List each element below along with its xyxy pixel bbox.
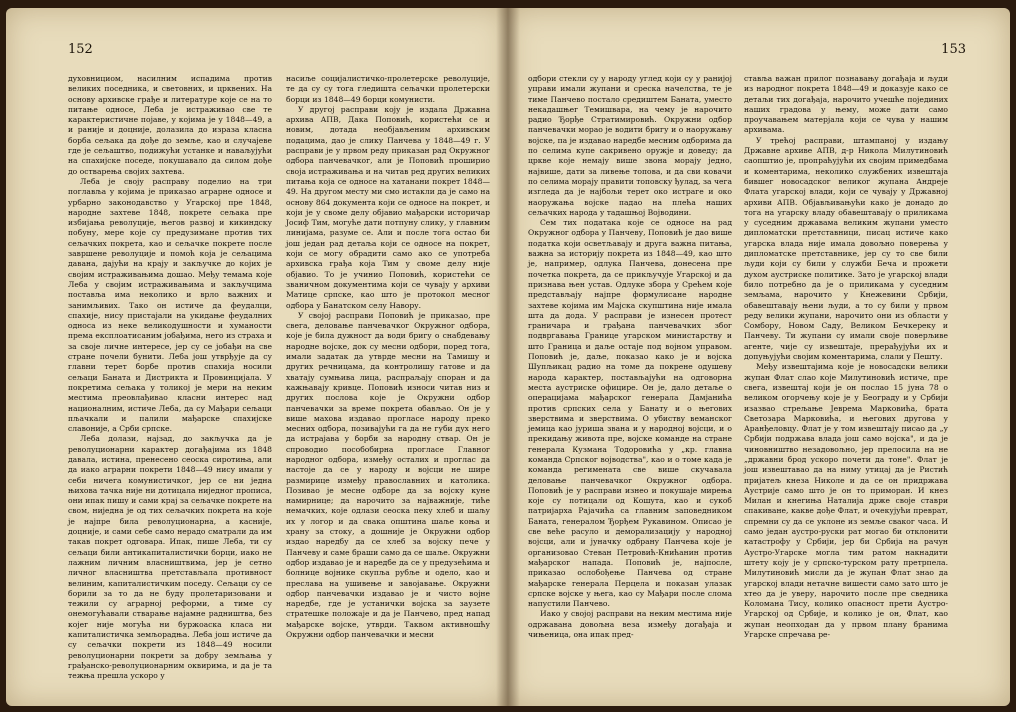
paragraph: У другој расправи коју је издала Државна архива АПВ, Дака Поповић, користећи се и новим, дотада необјављеним архивским подацима, дао је слику Панчева у 1848—49 г. У расправи је у првом реду приказан рад Окружног одбора панчевачког, али је Поповић проширио своја истраживања и на читав ред других великих питања која се односе на хатанани покрет 1848—49. На другом месту ми смо истакли да је само на основу 864 документа који се односе на покрет, и који је у своме делу објавио мађарски историчар Јосиф Тим, могуће дати потпуну слику, у главним линијама, разуме се. Али и после тога остао би још један рад детаља који се односе на покрет, који се могу обрадити само ако се употреба архивска грађа која Тим у своме делу није објавио. То је учинио Поповић, користећи се званичном документима који се чувају у архиви Матице српске, као што је протокол месног одбора у Банатском селу Навору. (286, 104, 490, 310)
left-column-1 (68, 74, 272, 682)
paragraph: одбори стекли су у народу углед који су у ранијој управи имали жупани и среска начелства, те је тиме Панчево постало средиштем Баната, уместо некадашњег Темишвара, на чему је нарочито радио Ђорђе Стратимировић. Окружни одбор панчевачки морао је водити бригу и о наоружању војске, па је издавао наредбе месним одборима да по селима купе сакривено оружје и доведу; да цркве које немају више звона морају једно, највише, дати за ливење топова, и да сви ковачи по селима морају правити топовску ђулад, за чега изгледа да је најбољи терет око истраге и око наоружања војске падао на плећа наших сељачких народа у тадашњој Војводини. (528, 74, 732, 217)
paragraph: насиље социјалистичко-пролетерске револуције, те да су су тога гледишта сељачки пролетерски борци из 1848—49 борци комунисти. (286, 74, 490, 104)
paragraph: Иако у својој расправи на неким местима није одржавана довољна веза између догађаја и чињеница, она ипак пред- (528, 609, 732, 640)
open-book (6, 8, 1010, 706)
paragraph: У трећој расправи, штампаној у издању Државне архиве АПВ, д-р Никола Милутиновић саопштио је, пропраћујући их својим примедбама и коментарима, неколико службених извештаја бившег новосадског великог жупана Андреје Флата угарској влади, који се чувају у Државној архиви АПВ. Објављивањући како је донадо до тога на угарску владу обавештавају о приликама у суседним државама великим жупани уместо дипломатски претставници, писац истиче како угарска влада није имала довољно поверења у дипломатске претставнике, јер су то све били људи који су били у служби Беча и прожети духом аустриске политике. Зато је угарској влади било потребно да је о приликама у суседним земљама, нарочито у Кнежевини Србији, обавештавају њени људи, а то су били у првом реду велики жупани, нарочито они из области у Сомбору, Новом Саду, Великом Бечкереку и Панчеву. Ти жупани су имали своје поверљиве агенте, чије су извештаје, прерађујући их и допуњујући својим коментарима, слали у Пешту. (744, 135, 948, 362)
left-page (6, 8, 508, 706)
right-column-2 (744, 74, 948, 640)
left-page-number: 152 (68, 42, 93, 57)
paragraph: Сем тих података које се односе на рад Окружног одбора у Панчеву, Поповић је дао више податка који осветљавају и друга важна питања, важна за историју покрета из 1848—49, као што је, например, одлука Панчева, донесена пре почетка покрета, да се прикључује Угарској и да признава њен устав. Одлуке збора у Срећем које представљају најпре формулисане народне захтеве којима им Мајска скупштина није имала шта да дода. У расправи је изнесен протест граничара и грађана панчевачких због подвргавања Границе угарском министарству и што Граница и даље остаје под војном управом. Поповић је, даље, показао како је и војска Шупљикац радио на томе да покрене одушеву народа карактер, постављајући на одговорна места аустриске официре. Он је, дало детаље о операцијама мађарског генерала Дамјанића против српских села у Банату и о његових зверствима и зверствима. О убиству веманског јемица као јуриша звана и у народној војсци, и о прекидању живота пре, војске команде на стране генерала Кузмана Тодоровића у „кр. главна команда Српског војводства", као и о томе када је команда регимената све више скучавала деловање панчевачког Окружног одбора. Поповић је у расправи изнео и покушаје мирења које су потицали од Кошута, као и сукоб патријарха Рајачића са главним заповедником Баната, генералом Ђорђем Рукавином. Описао је све веће расуло и деморализацију у народној војсци, али и јуначку одбрану Панчева које је организовао Стеван Петровић-Книћанин против мађарског напада. Поповић је, најпосле, приказао ослобођење Панчева од стране мађарске генерала Перцела и показан улазак српске војске у њега, као су Мађари после слома напустили Панчево. (528, 218, 732, 609)
left-column-2 (286, 74, 490, 640)
paragraph: У својој расправи Поповић је приказао, пре свега, деловање панчевачког Окружног одбора, које је била дужност да води бригу о снабдевању народне војске, док су месни одбори, поред тога, имали задатак да утврде месни на Тамишу и других речницама, да контролишу гатове и да хватају сумњива лица, распраљају споран и да кажњавају кривце. Поповић износи читав низ и других послова које је Окружни одбор панчевачки за време покрета обављао. Он је у више махова издавао прогласе народу преко месних одбора, позивајући га да не губи дух него да истрајава у борби за народну ствар. Он је спроводио пособобирна прогласе Главног народног одбора, између осталих и проглас да настоје да се у народу и војсци не шире размирице између православних и католика. Позивао је месне одборе да за војску куне намирнице; да нарочито за најважније, тиће немачких, које одлази сеоска пеку хлеб и шаљу их у логор и да свака општина шаље коња и храну за стоку, а дошније је Окружни одбор издао наредбу да се хлеб за војску пече у Панчеву и саме браши само да се шаље. Окружни одбор издавао је и наредбе да се у предузећима и болнице војнике скупља рубље и одело, као и преслава на ушивење и завојавање. Окружни одбор панчевачки издавао је и чисто војне наредбе, где је устанички војска за заузете стратешке положаје и да је Панчево, пред напад мађарске војске, утврди. Таквом активношћу Окружни одбор панчевачки и месни (286, 310, 490, 640)
right-page-number: 153 (941, 42, 966, 57)
paragraph: Међу извештајима које је новосадски велики жупан Флат слао које Милутиновић истиче, пре свега, извештај који је он послао 15 јуна 78 о великом огорчењу које је у Београду и у Србији изазвао стрељање Јеврема Марковића, брата Светозара Марковића, и његових другова у Аранђеловцу. Флат је у том извештају писао да „у Србији подржава влада још само војска", и да је чиновништво незадовољно, јер прелосила на не „државни брод ускоро почети да тоне". Флат је још извештавао да на ниму утицај да је Ристић пријатељ кнеза Николе и да се он придржава Аустрије само што је он то приморан. И кнез Милан и кнегиња Наталија држе своје ставри спакиване, какве дође Флат, и очекујући преврат, спремни су да се уклоне из земље сваког часа. И само један аустро-руски рат могао би отклонити катастрофу у Србији, јер би Србија на рачун Аустро-Угарске могла тим ратом накнадити штету коју је у српско-турском рату претрпела. Милутиновић мисли да је жупан Флат знао да угарској влади нетачне вишести само зато што је хтео да је уверу, нарочито после пре сведника Коломана Тису, колико опасност прети Аустро-Угарској од Србије, и колико је он, Флат, као жупан неопходан да у првом плану бранима Угарске спречава ре- (744, 362, 948, 640)
paragraph: духовнициом, насилним испадима против великих поседника, и световних, и црквених. На основу архивске грађе и литературе које се на то питање односе, Леба је истраживао све те карактеристичне појаве, у којима је у 1848—49, а и раније и доцније, долазила до израза класна борба сељака да дође до земље, као и случајеве где је сељаштво, подижући устанке и наваљујући на спахијске поседе, покушавало да силом дође до остварења својих захтева. (68, 74, 272, 176)
paragraph: ставља важан прилог познавању догађаја и људи из народног покрета 1848—49 и доказује како се детаљи тих догађаја, нарочито учешће појединих наших градова у њему, може дати само проучавањем матерјала који се чува у нашим архивама. (744, 74, 948, 135)
paragraph: Леба долази, најзад, до закључка да је револуционарни карактер догађајима из 1848 давала, истина, пренесено сеоска сиротиња, али да иако аграрни покрети 1848—49 нису имали у себи ничега комунистичког, јер се ни једна њихова тачка није ни дотицала ниједног прописа, они ипак пишу и сами крај за сељачке покрете на свом, ниједна је од тих сељачких покрета на које је најпре била револуционарна, а касније, доцније, и сами себе само нерадо сматрали да им такав покрет одговара. Ипак, пише Леба, ти су сељаци били антикапиталистички борци, иако не лажним личним власништвима, јер је сетно личног власништва претстављала противност велиним, капиталистичким поседу. Сељаци су се борили за то да не буду пролетаризовани и тежили су аграрној реформи, а тиме су онемогућавали стварање најамне радништва, без којег није могућа ни буржоаска класа ни капиталистичка земљорадња. Леба још истиче да су сељачки покрети из 1848—49 носили револуционарни покрети за добру земљања у грађанско-револуционарним оквирима, и да је та тежња прешла ускоро у (68, 434, 272, 681)
paragraph: Леба је своју расправу поделио на три поглавља у којима је приказао аграрне односе и урбарно законодавство у Угарској пре 1848, народне захтеве 1848, покрете сељака пре избијања револуције, његов развој и кикиндску побуну, мере које су предузимане против тих сељачких покрета, као и сељачке покрете после завршене револуције и помоћ која је сељацима давана, дајући на крају и закључке до којих је својим истраживањима дошао. Међу темама које Леба у својим истраживањима и закључцима поставља има неколико и врло важних и занимљивих. Тако он истиче да феудалци, спахије, нису пристајали на укидање феудалних односа из неке великодушности и хуманости према експлоатисаним јобађима, него из страха и за своје личне интересе, јер су се јобађи на све стране почели бунити. Леба још утврђује да су главни терет борбе против спахија носили сељаци Баната и Дистрикта и Провинцијала. У покретима сељака у толикој је мери на неким местима преовлађивао класни интерес над националним, истиче Леба, да су Мађари сељаци пљачкали и палили мађарске спахијске славоније, а Срби српске. (68, 176, 272, 434)
right-column-1 (528, 74, 732, 640)
right-page (508, 8, 1010, 706)
